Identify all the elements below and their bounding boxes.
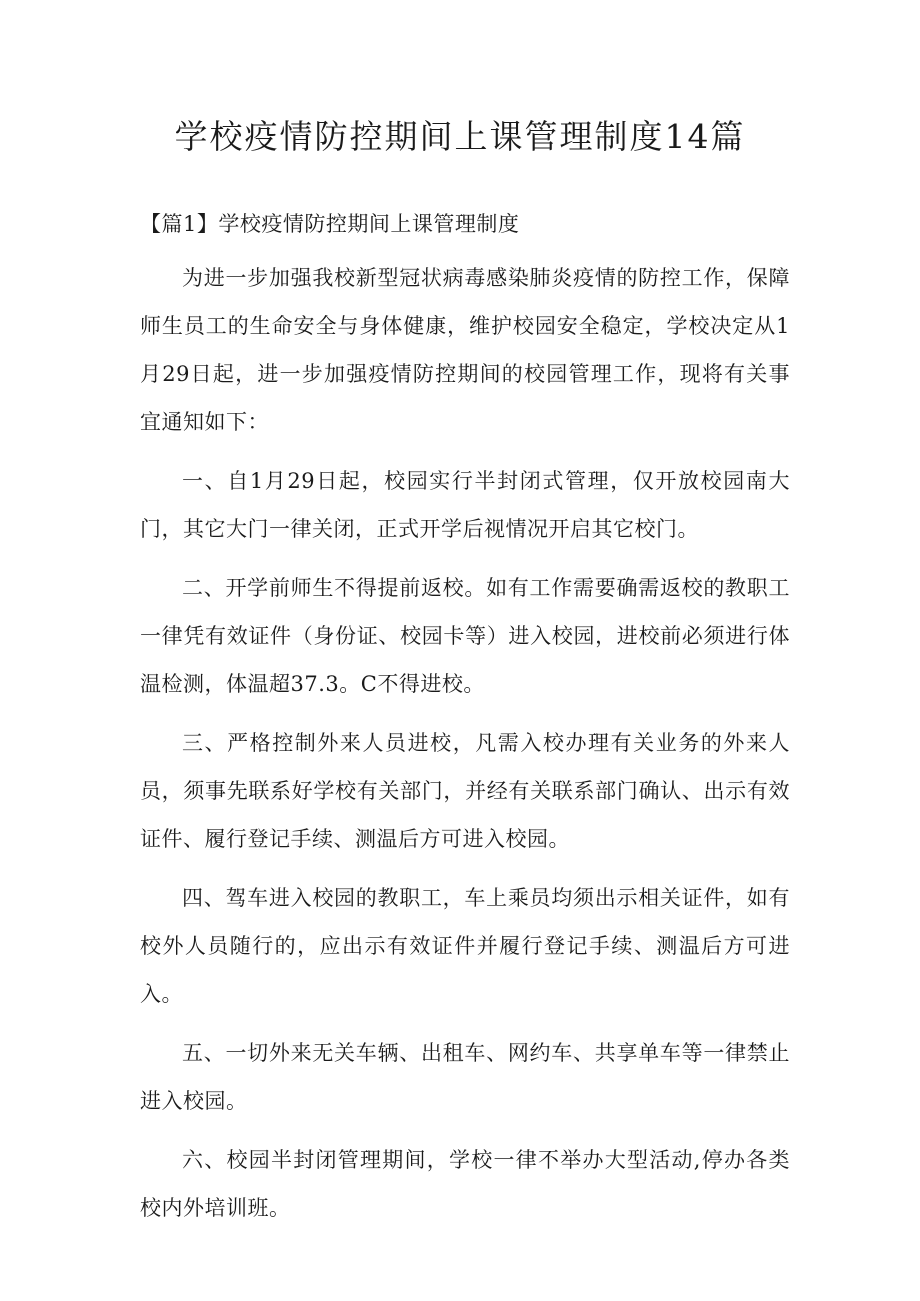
paragraph-item-5: 五、一切外来无关车辆、出租车、网约车、共享单车等一律禁止进入校园。 — [140, 1041, 790, 1113]
paragraph-item-4: 四、驾车进入校园的教职工，车上乘员均须出示相关证件，如有校外人员随行的，应出示有效证件并履行登记手续、测温后方可进入。 — [140, 886, 790, 1006]
paragraph-item-2: 二、开学前师生不得提前返校。如有工作需要确需返校的教职工一律凭有效证件（身份证、校园卡等）进入校园，进校前必须进行体温检测，体温超37.3。C不得进校。 — [140, 576, 790, 696]
paragraph-intro: 为进一步加强我校新型冠状病毒感染肺炎疫情的防控工作，保障师生员工的生命安全与身体健康，维护校园安全稳定，学校决定从1月29日起，进一步加强疫情防控期间的校园管理工作，现将有关事宜通知如下： — [140, 266, 790, 434]
paragraph-item-3: 三、严格控制外来人员进校，凡需入校办理有关业务的外来人员，须事先联系好学校有关部门，并经有关联系部门确认、出示有效证件、履行登记手续、测温后方可进入校园。 — [140, 731, 790, 851]
document-body — [140, 208, 790, 1243]
paragraph-item-6: 六、校园半封闭管理期间，学校一律不举办大型活动,停办各类校内外培训班。 — [140, 1148, 790, 1220]
document-title: 学校疫情防控期间上课管理制度14篇 — [174, 117, 746, 156]
section-heading: 【篇1】学校疫情防控期间上课管理制度 — [140, 212, 520, 236]
paragraph-item-1: 一、自1月29日起，校园实行半封闭式管理，仅开放校园南大门，其它大门一律关闭，正式开学后视情况开启其它校门。 — [140, 469, 790, 541]
